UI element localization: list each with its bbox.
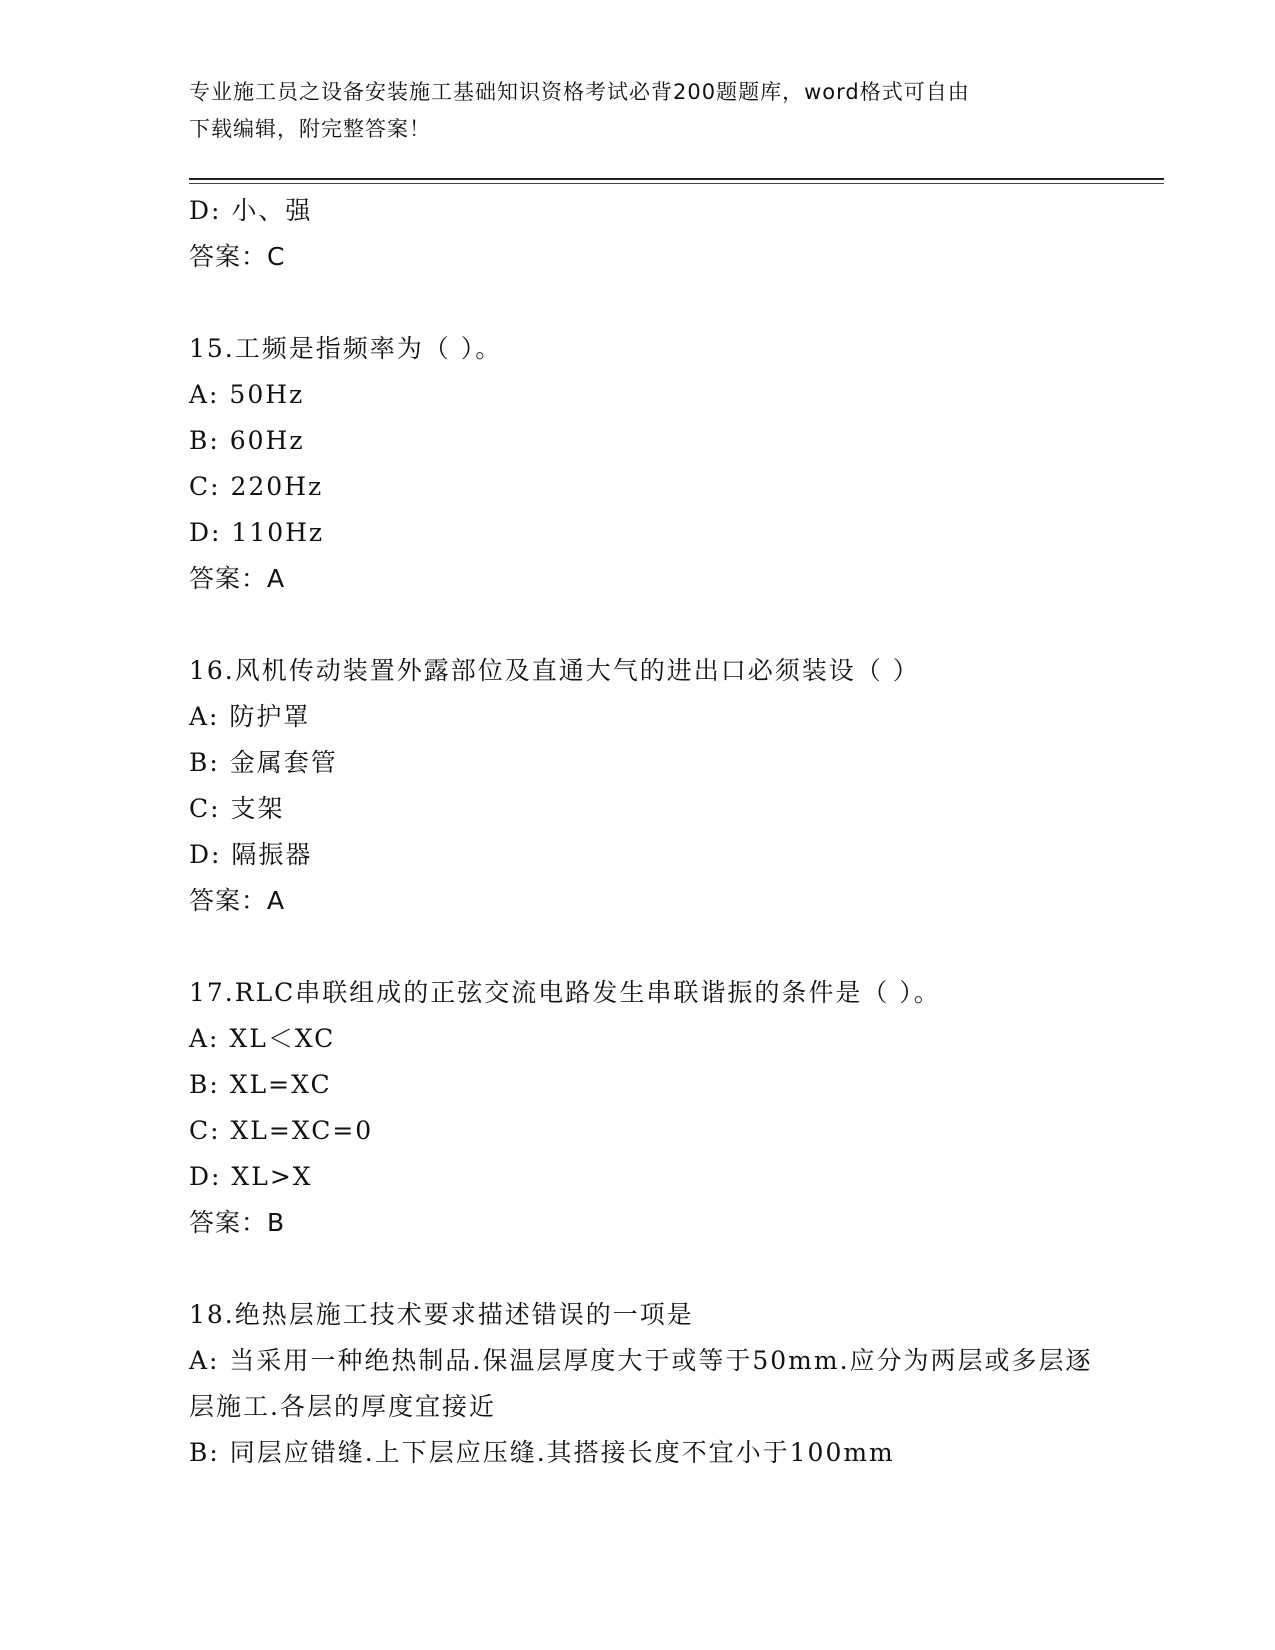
q15-question: 15.工频是指频率为（ ）。 (189, 334, 503, 363)
header-line-2: 下载编辑，附完整答案！ (189, 117, 431, 141)
question-17 (189, 970, 1089, 1246)
question-18 (189, 1292, 1093, 1476)
question-14-tail (189, 188, 1089, 280)
q18-question: 18.绝热层施工技术要求描述错误的一项是 (189, 1300, 694, 1329)
spacer (189, 1246, 1089, 1292)
q17-answer: 答案：B (189, 1208, 286, 1237)
q16-option-a: A: 防护罩 (189, 702, 311, 731)
q16-question: 16.风机传动装置外露部位及直通大气的进出口必须装设（ ） (189, 656, 920, 685)
q15-option-c: C: 220Hz (189, 472, 324, 501)
q16-option-d: D: 隔振器 (189, 840, 313, 869)
q17-question: 17.RLC串联组成的正弦交流电路发生串联谐振的条件是（ ）。 (189, 978, 941, 1007)
header-divider-thin (189, 183, 1164, 184)
q15-option-d: D: 110Hz (189, 518, 325, 547)
q17-option-b: B: XL=XC (189, 1070, 332, 1099)
q17-option-d: D: XL>X (189, 1162, 313, 1191)
header-divider (189, 178, 1164, 180)
q17-option-a: A: XL＜XC (189, 1024, 336, 1053)
q15-option-b: B: 60Hz (189, 426, 305, 455)
q14-option-d: D: 小、强 (189, 196, 313, 225)
q16-option-c: C: 支架 (189, 794, 285, 823)
spacer (189, 280, 1089, 326)
q16-option-b: B: 金属套管 (189, 748, 338, 777)
q15-answer: 答案：A (189, 564, 286, 593)
spacer (189, 924, 1089, 970)
q18-option-a: A: 当采用一种绝热制品.保温层厚度大于或等于50mm.应分为两层或多层逐层施工.各层的厚度宜接近 (189, 1346, 1093, 1421)
q16-answer: 答案：A (189, 886, 286, 915)
q17-option-c: C: XL=XC=0 (189, 1116, 374, 1145)
header-line-1: 专业施工员之设备安装施工基础知识资格考试必背200题题库，word格式可自由 (189, 80, 970, 104)
q18-option-b: B: 同层应错缝.上下层应压缝.其搭接长度不宜小于100mm (189, 1438, 895, 1467)
question-16 (189, 648, 1089, 924)
document-header (189, 74, 1089, 148)
question-15 (189, 326, 1089, 602)
q14-answer: 答案：C (189, 242, 286, 271)
document-content (189, 188, 1093, 1476)
spacer (189, 602, 1089, 648)
q15-option-a: A: 50Hz (189, 380, 305, 409)
